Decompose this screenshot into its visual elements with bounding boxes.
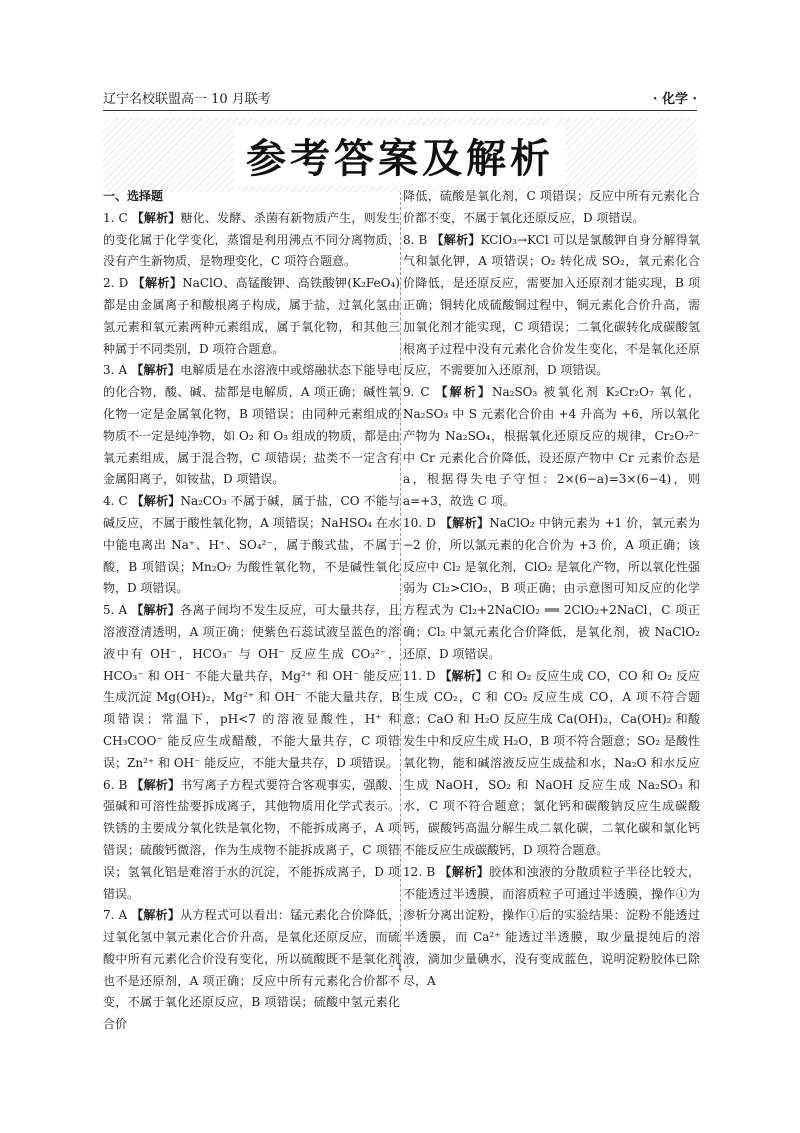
answer-item: [403, 666, 700, 862]
answer-text: 从方程式可以看出：锰元素化合价降低，过氧化氢中氧元素化合价升高，是氧化还原反应，而硫酸中所有元素化合价没有变化，所以硫酸既不是氧化剂也不是还原剂，A 项正确；反应中所有元素化合价都不变，不属于氧化还原反应，B 项错误；硫酸中氢元素化合价: [103, 908, 400, 1032]
answer-text: 电解质是在水溶液中或熔融状态下能导电的化合物，酸、碱、盐都是电解质，A 项正确；碱性氧化物一定是金属氧化物，B 项错误；由同种元素组成的物质不一定是纯净物，如 O₂ 和 O₃ 组成的物质，都是由氧元素组成，属于混合物，C 项错误；盐类不一定含有金属阳离子，如铵盐，D 项错误。: [103, 363, 400, 487]
right-answer-list: [403, 186, 700, 992]
analysis-tag: 【解析】: [431, 232, 481, 247]
answer-item: [103, 775, 400, 906]
answer-text: Na₂SO₃ 被氧化剂 K₂Cr₂O₇ 氧化，Na₂SO₃ 中 S 元素化合价由 +4 升高为 +6，所以氧化产物为 Na₂SO₄，根据氧化还原反应的规律，Cr₂O₇²⁻ 中 Cr 元素化合价降低，设还原产物中 Cr 元素价态是 a，根据得失电子守恒：2×(6−a)=3×(6−4)，则 a=+3，故选 C 项。: [403, 385, 700, 509]
answer-number: 6. B: [103, 777, 128, 792]
answer-text: 糖化、发酵、杀菌有新物质产生，则发生的变化属于化学变化，蒸馏是利用沸点不同分离物质，没有产生新物质，是物理变化，C 项符合题意。: [103, 210, 400, 269]
answer-item: [103, 360, 400, 491]
analysis-tag: 【解析】: [131, 908, 181, 923]
answer-item: [103, 600, 400, 774]
analysis-tag: 【解析】: [131, 603, 181, 618]
column-divider: [400, 192, 401, 972]
page-header: [103, 88, 697, 108]
answer-item: [403, 230, 700, 383]
exam-name: 辽宁名校联盟高一 10 月联考: [103, 92, 271, 107]
analysis-tag: 【解析】: [439, 864, 490, 879]
answer-text: NaClO、高锰酸钾、高铁酸钾(K₂FeO₄)都是由金属离子和酸根离子构成，属于盐，过氧化氢由氢元素和氧元素两种元素组成，属于氧化物，和其他三种属于不同类别，D 项符合题意。: [103, 276, 400, 356]
answer-text: 降低，硫酸是氧化剂，C 项错误；反应中所有元素化合价都不变，不属于氧化还原反应，D 项错误。: [403, 189, 700, 225]
analysis-tag: 【解析】: [131, 363, 181, 378]
answer-item: [403, 382, 700, 513]
analysis-tag: 【解析】: [131, 494, 181, 509]
answer-number: 10. D: [403, 515, 436, 530]
subject-label: · 化学 ·: [652, 92, 697, 107]
answer-number: 2. D: [103, 276, 129, 291]
analysis-tag: 【解析】: [131, 210, 181, 225]
answer-text: NaClO₂ 中钠元素为 +1 价，氧元素为 −2 价，所以氯元素的化合价为 +3 价，A 项正确；该反应中 Cl₂ 是氧化剂，ClO₂ 是氧化产物，所以氧化性强弱为 Cl₂>ClO₂，B 项正确；由示意图可知反应的化学方程式为 Cl₂+2NaClO₂ ══ 2ClO₂+2NaCl，C 项正确；Cl₂ 中氯元素化合价降低，是氧化剂，被 NaClO₂ 还原，D 项错误。: [403, 515, 700, 661]
answer-text: C 和 O₂ 反应生成 CO，CO 和 O₂ 反应生成 CO₂，C 和 CO₂ 反应生成 CO，A 项不符合题意；CaO 和 H₂O 反应生成 Ca(OH)₂，Ca(OH)₂ 和酸发生中和反应生成 H₂O，B 项不符合题意；SO₂ 是酸性氧化物，能和碱溶液反应生成盐和水，Na₂O 和水反应生成 NaOH，SO₂ 和 NaOH 反应生成 Na₂SO₃ 和水，C 项不符合题意；氯化钙和碳酸钠反应生成碳酸钙，碳酸钙高温分解生成二氧化碳，二氧化碳和氯化钙不能反应生成碳酸钙，D 项符合题意。: [403, 668, 700, 857]
answer-number: 5. A: [103, 603, 128, 618]
answer-number: 3. A: [103, 363, 128, 378]
answer-number: 9. C: [403, 385, 430, 400]
title-banner: [103, 118, 697, 192]
analysis-tag: 【解析】: [439, 668, 488, 683]
left-answer-list: [103, 208, 400, 1036]
answer-item: [403, 186, 700, 230]
answer-number: 12. B: [403, 864, 436, 879]
answer-text: 书写离子方程式要符合客观事实，强酸、强碱和可溶性盐要拆成离子，其他物质用化学式表示。铁锈的主要成分氧化铁是氧化物，不能拆成离子，A 项错误；硫酸钙微溶，作为生成物不能拆成离子，C 项错误；氢氧化铝是难溶于水的沉淀，不能拆成离子，D 项错误。: [103, 777, 400, 901]
analysis-tag: 【解析】: [439, 515, 490, 530]
answer-item: [103, 273, 400, 360]
page-title: 参考答案及解析: [234, 125, 566, 186]
answer-item: [103, 491, 400, 600]
answer-number: 11. D: [403, 668, 436, 683]
answer-number: 7. A: [103, 908, 128, 923]
answer-item: [103, 208, 400, 273]
left-column: [103, 186, 400, 1032]
page-number: · 1 ·: [390, 962, 410, 973]
answer-number: 1. C: [103, 210, 128, 225]
analysis-tag: 【解析】: [131, 777, 181, 792]
answer-number: 4. C: [103, 494, 128, 509]
section-heading: 一、选择题: [103, 189, 164, 203]
answer-text: Na₂CO₃ 不属于碱，属于盐，CO 不能与碱反应，不属于酸性氧化物，A 项错误；NaHSO₄ 在水中能电离出 Na⁺、H⁺、SO₄²⁻，属于酸式盐，不属于酸，B 项错误；Mn₂O₇ 为酸性氧化物，不是碱性氧化物，D 项错误。: [103, 494, 400, 596]
right-column: [403, 186, 700, 988]
analysis-tag: 【解析】: [132, 276, 183, 291]
answer-item: [403, 513, 700, 666]
header-rule: [103, 110, 697, 111]
answer-text: 胶体和浊液的分散质粒子半径比较大，不能透过半透膜，而溶质粒子可通过半透膜，操作①为渗析分离出淀粉，操作①后的实验结果：淀粉不能透过半透膜，而 Ca²⁺ 能透过半透膜，取少量提纯后的溶液，滴加少量碘水，没有变成蓝色，说明淀粉胶体已除尽，A: [403, 864, 700, 988]
answer-text: KClO₃→KCl 可以是氯酸钾自身分解得氧气和氯化钾，A 项错误；O₂ 转化成 SO₂，氧元素化合价降低，是还原反应，需要加入还原剂才能实现，B 项正确；铜转化成硫酸铜过程中，铜元素化合价升高，需加氧化剂才能实现，C 项错误；二氧化碳转化成碳酸氢根离子过程中没有元素化合价发生变化，不是氧化还原反应，不需要加入还原剂，D 项错误。: [403, 232, 700, 378]
analysis-tag: 【解析】: [435, 385, 492, 400]
answer-number: 8. B: [403, 232, 428, 247]
answer-text: 各离子间均不发生反应，可大量共存，且溶液澄清透明，A 项正确；使紫色石蕊试液呈蓝色的溶液中有 OH⁻，HCO₃⁻ 与 OH⁻ 反应生成 CO₃²⁻，HCO₃⁻ 和 OH⁻ 不能大量共存，Mg²⁺ 和 OH⁻ 能反应生成沉淀 Mg(OH)₂，Mg²⁺ 和 OH⁻ 不能大量共存，B 项错误；常温下，pH<7 的溶液显酸性，H⁺ 和 CH₃COO⁻ 能反应生成醋酸，不能大量共存，C 项错误；Zn²⁺ 和 OH⁻ 能反应，不能大量共存，D 项错误。: [103, 603, 400, 770]
